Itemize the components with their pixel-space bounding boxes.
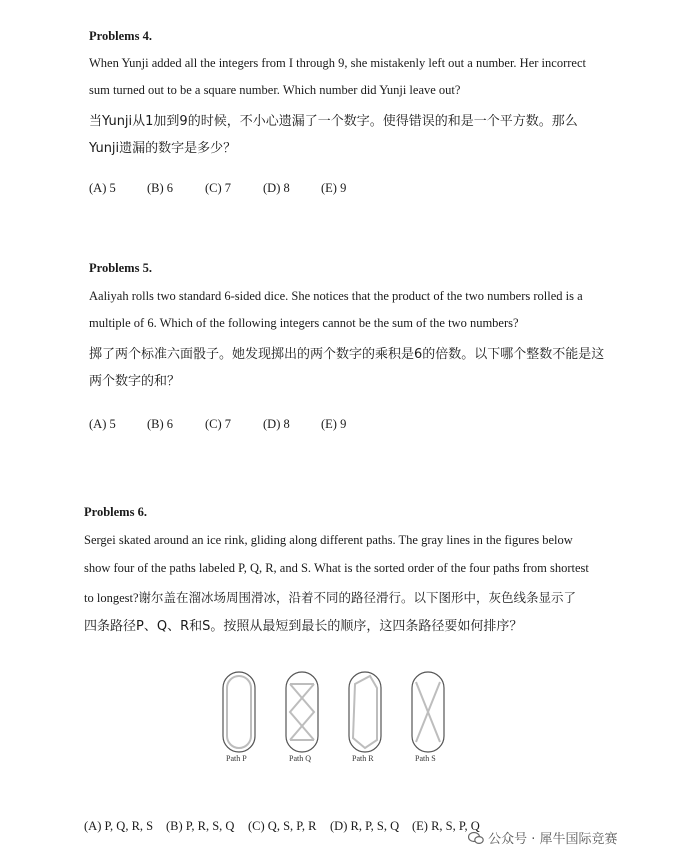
p6-choice-b: (B) P, R, S, Q bbox=[166, 819, 235, 833]
p6-choice-a: (A) P, Q, R, S bbox=[84, 819, 154, 833]
path-q-label: Path Q bbox=[289, 754, 311, 763]
p6-text-line-1: Sergei skated around an ice rink, gliding along different paths. The gray lines in the figures below bbox=[84, 533, 573, 547]
p4-en-line-2: sum turned out to be a square number. Which number did Yunji leave out? bbox=[89, 83, 461, 97]
path-q-figure bbox=[286, 672, 318, 752]
p6-choice-e: (E) R, S, P, Q bbox=[412, 819, 480, 833]
path-r-label: Path R bbox=[352, 754, 374, 763]
path-p-figure bbox=[223, 672, 255, 752]
p6-text-line-4: 四条路径P、Q、R和S。按照从最短到最长的顺序，这四条路径要如何排序？ bbox=[84, 619, 523, 634]
wechat-icon bbox=[468, 831, 484, 845]
p4-cn-line-2: Yunji遗漏的数字是多少？ bbox=[89, 141, 237, 156]
p4-cn-line-1: 当Yunji从1加到9的时候，不小心遗漏了一个数字。使得错误的和是一个平方数。那么 bbox=[89, 114, 578, 129]
path-r-figure bbox=[349, 672, 381, 752]
watermark bbox=[468, 828, 618, 847]
p5-choices bbox=[89, 417, 346, 432]
p5-choice-d: (D) 8 bbox=[263, 417, 290, 431]
p4-choice-e: (E) 9 bbox=[321, 181, 347, 195]
path-p-label: Path P bbox=[226, 754, 247, 763]
p6-choice-d: (D) R, P, S, Q bbox=[330, 819, 400, 833]
p4-choice-c: (C) 7 bbox=[205, 181, 232, 195]
p5-en-line-1: Aaliyah rolls two standard 6-sided dice. She notices that the product of the two numbers rolled is a bbox=[89, 289, 583, 303]
p5-cn-line-1: 掷了两个标准六面骰子。她发现掷出的两个数字的乘积是6的倍数。以下哪个整数不能是这 bbox=[89, 347, 605, 362]
path-s-figure bbox=[412, 672, 444, 752]
p6-choices bbox=[84, 819, 480, 834]
p4-en-line-1: When Yunji added all the integers from I through 9, she mistakenly left out a number. Her incorrect bbox=[89, 56, 586, 70]
paths-figure bbox=[215, 668, 465, 768]
p6-text-line-2: show four of the paths labeled P, Q, R, and S. What is the sorted order of the four paths from shortest bbox=[84, 561, 589, 575]
p5-choice-e: (E) 9 bbox=[321, 417, 347, 431]
p6-title: Problems 6. bbox=[84, 505, 147, 519]
p4-choice-b: (B) 6 bbox=[147, 181, 174, 195]
p5-title: Problems 5. bbox=[89, 261, 152, 275]
p5-choice-b: (B) 6 bbox=[147, 417, 174, 431]
p5-choice-c: (C) 7 bbox=[205, 417, 232, 431]
watermark-text: 公众号 · 犀牛国际竞赛 bbox=[488, 832, 618, 847]
p4-title: Problems 4. bbox=[89, 29, 152, 43]
p5-en-line-2: multiple of 6. Which of the following integers cannot be the sum of the two numbers? bbox=[89, 316, 519, 330]
p5-choice-a: (A) 5 bbox=[89, 417, 116, 431]
p5-cn-line-2: 两个数字的和？ bbox=[89, 374, 181, 389]
p6-text-line-3: to longest?谢尔盖在溜冰场周围滑冰，沿着不同的路径滑行。以下图形中，灰色线条显示了 bbox=[84, 591, 577, 605]
p4-choices bbox=[89, 181, 346, 196]
path-s-label: Path S bbox=[415, 754, 436, 763]
p6-choice-c: (C) Q, S, P, R bbox=[248, 819, 317, 833]
p4-choice-a: (A) 5 bbox=[89, 181, 116, 195]
p4-choice-d: (D) 8 bbox=[263, 181, 290, 195]
